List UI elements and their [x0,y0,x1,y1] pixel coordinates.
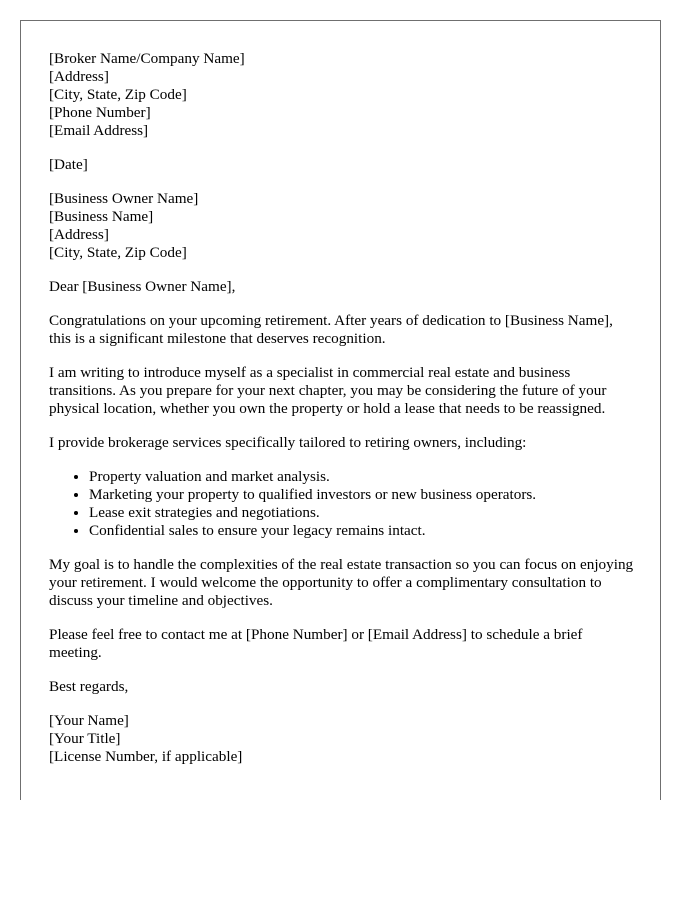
signature-license: [License Number, if applicable] [49,748,243,765]
letter-date: [Date] [49,156,88,173]
sender-city-state-zip: [City, State, Zip Code] [49,86,187,103]
sender-email: [Email Address] [49,122,149,139]
list-item: • Property valuation and market analysis. [89,468,634,486]
signature-title: [Your Title] [49,730,121,747]
sender-phone: [Phone Number] [49,104,151,121]
signature-name: [Your Name] [49,712,129,729]
sender-name: [Broker Name/Company Name] [49,50,245,67]
sender-block [49,50,634,140]
recipient-block [49,190,634,262]
recipient-address: [Address] [49,226,109,243]
list-item: • Confidential sales to ensure your legacy remains intact. [89,522,634,540]
recipient-business-name: [Business Name] [49,208,154,225]
list-item: • Lease exit strategies and negotiations. [89,504,634,522]
recipient-owner-name: [Business Owner Name] [49,190,199,207]
sender-address: [Address] [49,68,109,85]
salutation: Dear [Business Owner Name], [49,278,236,295]
services-list [49,468,634,540]
closing: Best regards, [49,678,129,695]
recipient-city-state-zip: [City, State, Zip Code] [49,244,187,261]
letter-page [20,20,661,800]
paragraph-goal: My goal is to handle the complexities of the real estate transaction so you can focus on enjoying your retirement. I would welcome the opportunity to offer a complimentary consultation to discuss your timeline and objectives. [49,556,634,609]
list-item: • Marketing your property to qualified investors or new business operators. [89,486,634,504]
paragraph-congratulations: Congratulations on your upcoming retirement. After years of dedication to [Business Name], this is a significant milestone that deserves recognition. [49,312,613,347]
signature-block [49,712,634,766]
paragraph-contact: Please feel free to contact me at [Phone Number] or [Email Address] to schedule a brief meeting. [49,626,583,661]
paragraph-services-intro: I provide brokerage services specifically tailored to retiring owners, including: [49,434,527,451]
letter-content [49,50,634,782]
paragraph-introduction: I am writing to introduce myself as a specialist in commercial real estate and business transitions. As you prepare for your next chapter, you may be considering the future of your physical location, whether you own the property or hold a lease that needs to be reassigned. [49,364,607,417]
date-block [49,156,634,174]
